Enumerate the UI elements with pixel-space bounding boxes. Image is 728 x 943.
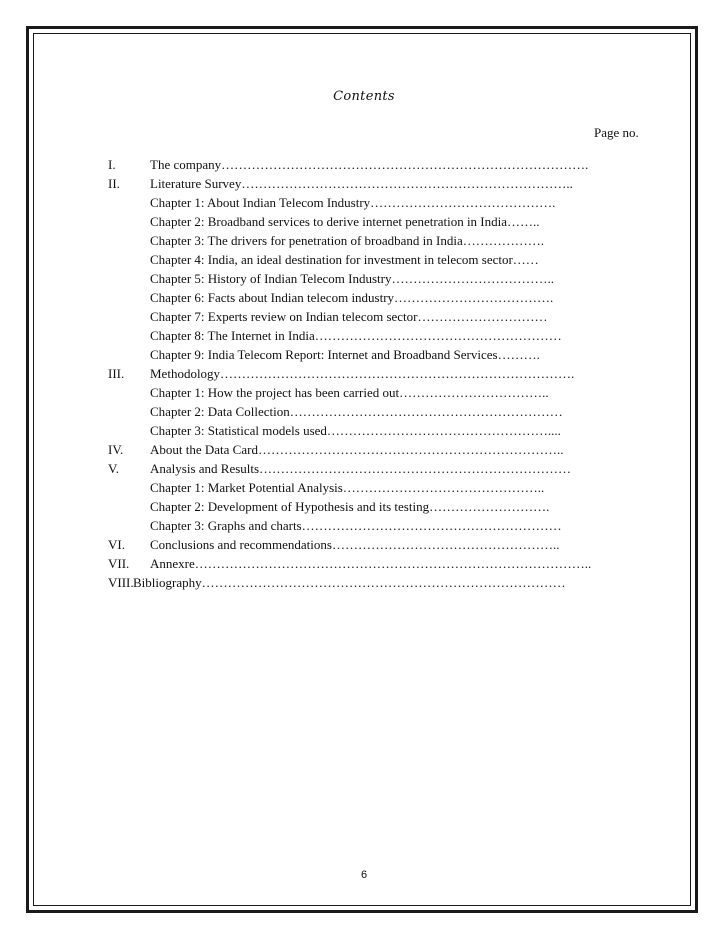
toc-chapter-entry (108, 288, 598, 307)
toc-chapter-entry (108, 269, 598, 288)
toc-entry-text: Chapter 1: About Indian Telecom Industry……………………………………. (150, 195, 556, 210)
toc-entry-text: About the Data Card…………………………………………………………….. (150, 442, 564, 457)
toc-chapter-entry (108, 402, 598, 421)
toc-entry-text: Chapter 1: How the project has been carried out…………………………….. (150, 385, 549, 400)
toc-section-entry (108, 554, 598, 573)
toc-entry-text: Chapter 3: Graphs and charts…………………………………………………… (150, 518, 562, 533)
toc-entry-text: Chapter 5: History of Indian Telecom Industry……………………………….. (150, 271, 554, 286)
toc-entry-text: Analysis and Results……………………………………………………………… (150, 461, 572, 476)
page-no-header: Page no. (594, 125, 639, 140)
toc-entry-number: I. (108, 157, 116, 172)
toc-entry-text: Conclusions and recommendations…………………………………………….. (150, 537, 560, 552)
toc-entry-text: Methodology………………………………………………………………………. (150, 366, 575, 381)
toc-entry-text: Chapter 2: Data Collection……………………………………………………… (150, 404, 563, 419)
toc-entry-text: Chapter 2: Development of Hypothesis and its testing………………………. (150, 499, 550, 514)
toc-chapter-entry (108, 497, 598, 516)
toc-entry-text: Chapter 6: Facts about Indian telecom industry………………………………. (150, 290, 554, 305)
toc-entry-text: Chapter 9: India Telecom Report: Internet and Broadband Services………. (150, 347, 540, 362)
toc-entry-text: Chapter 7: Experts review on Indian telecom sector………………………… (150, 309, 548, 324)
toc-section-entry (108, 364, 598, 383)
toc-entry-number: V. (108, 461, 119, 476)
toc-section-entry (108, 155, 598, 174)
toc-chapter-entry (108, 193, 598, 212)
toc-entry-number: VIII. (108, 575, 134, 590)
toc-chapter-entry (108, 250, 598, 269)
toc-chapter-entry (108, 478, 598, 497)
toc-section-entry (108, 174, 598, 193)
toc-chapter-entry (108, 421, 598, 440)
table-of-contents (108, 155, 598, 592)
toc-chapter-entry (108, 326, 598, 345)
toc-entry-text: Bibliography………………………………………………………………………… (133, 575, 566, 590)
toc-entry-text: Chapter 2: Broadband services to derive internet penetration in India…….. (150, 214, 540, 229)
toc-entry-number: II. (108, 176, 120, 191)
toc-chapter-entry (108, 383, 598, 402)
toc-entry-text: Chapter 4: India, an ideal destination for investment in telecom sector…… (150, 252, 539, 267)
toc-entry-number: IV. (108, 442, 124, 457)
toc-section-entry (108, 459, 598, 478)
toc-entry-text: Chapter 1: Market Potential Analysis……………………………………….. (150, 480, 545, 495)
toc-entry-text: Annexre……………………………………………………………………………….. (150, 556, 592, 571)
page-number: 6 (360, 869, 368, 881)
toc-entry-number: VI. (108, 537, 125, 552)
toc-entry-text: Chapter 3: The drivers for penetration of broadband in India………………. (150, 233, 544, 248)
toc-section-entry (108, 573, 598, 592)
toc-entry-number: VII. (108, 556, 130, 571)
toc-entry-text: Chapter 3: Statistical models used…………………………………………….... (150, 423, 561, 438)
toc-chapter-entry (108, 345, 598, 364)
contents-title: Contents (333, 89, 395, 104)
toc-chapter-entry (108, 231, 598, 250)
toc-section-entry (108, 440, 598, 459)
toc-chapter-entry (108, 516, 598, 535)
toc-chapter-entry (108, 212, 598, 231)
toc-entry-text: Chapter 8: The Internet in India………………………………………………… (150, 328, 562, 343)
toc-entry-text: Literature Survey………………………………………………………………….. (150, 176, 573, 191)
toc-section-entry (108, 535, 598, 554)
toc-entry-text: The company…………………………………………………………………………. (150, 157, 589, 172)
toc-chapter-entry (108, 307, 598, 326)
toc-entry-number: III. (108, 366, 125, 381)
